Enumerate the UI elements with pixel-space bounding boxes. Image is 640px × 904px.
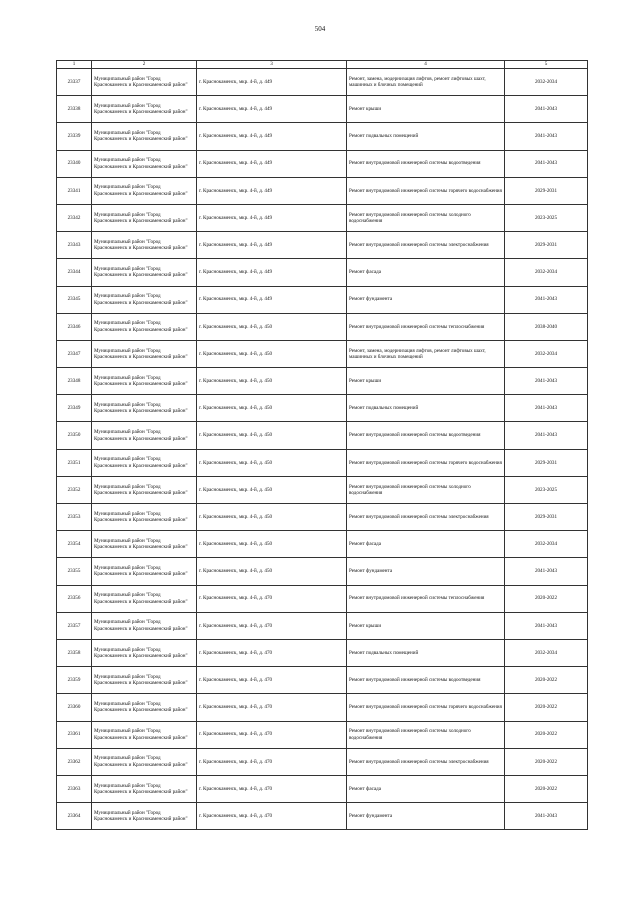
- address-cell: г. Краснокаменск, мкр. 4-й, д. 470: [197, 721, 347, 748]
- address-cell: г. Краснокаменск, мкр. 4-й, д. 450: [197, 558, 347, 585]
- period-cell: 2041-2043: [505, 368, 588, 395]
- municipality-cell: Муниципальный район "Город Краснокаменск и Краснокаменский район": [92, 531, 197, 558]
- municipality-cell: Муниципальный район "Город Краснокаменск и Краснокаменский район": [92, 150, 197, 177]
- work-type-cell: Ремонт подвальных помещений: [347, 639, 505, 666]
- row-number-cell: 23362: [57, 748, 92, 775]
- work-type-cell: Ремонт, замена, модернизация лифтов, ремонт лифтовых шахт, машинных и блочных помещений: [347, 340, 505, 367]
- period-cell: 2032-2034: [505, 340, 588, 367]
- address-cell: г. Краснокаменск, мкр. 4-й, д. 450: [197, 395, 347, 422]
- municipality-cell: Муниципальный район "Город Краснокаменск и Краснокаменский район": [92, 476, 197, 503]
- work-type-cell: Ремонт внутридомовой инженерной системы горячего водоснабжения: [347, 449, 505, 476]
- row-number-cell: 23355: [57, 558, 92, 585]
- address-cell: г. Краснокаменск, мкр. 4-й, д. 449: [197, 232, 347, 259]
- work-type-cell: Ремонт фундамента: [347, 286, 505, 313]
- address-cell: г. Краснокаменск, мкр. 4-й, д. 450: [197, 531, 347, 558]
- municipality-cell: Муниципальный район "Город Краснокаменск и Краснокаменский район": [92, 177, 197, 204]
- period-cell: 2029-2031: [505, 177, 588, 204]
- period-cell: 2032-2034: [505, 531, 588, 558]
- period-cell: 2020-2022: [505, 748, 588, 775]
- address-cell: г. Краснокаменск, мкр. 4-й, д. 450: [197, 449, 347, 476]
- municipality-cell: Муниципальный район "Город Краснокаменск и Краснокаменский район": [92, 96, 197, 123]
- address-cell: г. Краснокаменск, мкр. 4-й, д. 470: [197, 694, 347, 721]
- table-row: [57, 667, 588, 694]
- period-cell: 2041-2043: [505, 96, 588, 123]
- address-cell: г. Краснокаменск, мкр. 4-й, д. 449: [197, 259, 347, 286]
- row-number-cell: 23341: [57, 177, 92, 204]
- municipality-cell: Муниципальный район "Город Краснокаменск и Краснокаменский район": [92, 69, 197, 96]
- work-type-cell: Ремонт внутридомовой инженерной системы теплоснабжения: [347, 313, 505, 340]
- municipality-cell: Муниципальный район "Город Краснокаменск и Краснокаменский район": [92, 612, 197, 639]
- table-row: [57, 340, 588, 367]
- table-row: [57, 313, 588, 340]
- municipality-cell: Муниципальный район "Город Краснокаменск и Краснокаменский район": [92, 694, 197, 721]
- work-type-cell: Ремонт внутридомовой инженерной системы горячего водоснабжения: [347, 694, 505, 721]
- row-number-cell: 23337: [57, 69, 92, 96]
- table-row: [57, 150, 588, 177]
- municipality-cell: Муниципальный район "Город Краснокаменск и Краснокаменский район": [92, 748, 197, 775]
- period-cell: 2032-2034: [505, 69, 588, 96]
- work-type-cell: Ремонт крыши: [347, 96, 505, 123]
- work-type-cell: Ремонт подвальных помещений: [347, 395, 505, 422]
- address-cell: г. Краснокаменск, мкр. 4-й, д. 450: [197, 476, 347, 503]
- column-header: 1: [57, 61, 92, 69]
- row-number-cell: 23356: [57, 585, 92, 612]
- period-cell: 2041-2043: [505, 803, 588, 830]
- table-row: [57, 259, 588, 286]
- period-cell: 2023-2025: [505, 476, 588, 503]
- municipality-cell: Муниципальный район "Город Краснокаменск и Краснокаменский район": [92, 313, 197, 340]
- table-row: [57, 504, 588, 531]
- work-type-cell: Ремонт внутридомовой инженерной системы водоотведения: [347, 667, 505, 694]
- table-row: [57, 368, 588, 395]
- municipality-cell: Муниципальный район "Город Краснокаменск и Краснокаменский район": [92, 340, 197, 367]
- work-type-cell: Ремонт, замена, модернизация лифтов, ремонт лифтовых шахт, машинных и блочных помещений: [347, 69, 505, 96]
- work-type-cell: Ремонт внутридомовой инженерной системы холодного водоснабжения: [347, 721, 505, 748]
- period-cell: 2041-2043: [505, 395, 588, 422]
- row-number-cell: 23358: [57, 639, 92, 666]
- municipality-cell: Муниципальный район "Город Краснокаменск и Краснокаменский район": [92, 232, 197, 259]
- work-type-cell: Ремонт фасада: [347, 775, 505, 802]
- work-type-cell: Ремонт внутридомовой инженерной системы электроснабжения: [347, 748, 505, 775]
- address-cell: г. Краснокаменск, мкр. 4-й, д. 449: [197, 177, 347, 204]
- table-body: [57, 69, 588, 830]
- row-number-cell: 23354: [57, 531, 92, 558]
- period-cell: 2020-2022: [505, 721, 588, 748]
- address-cell: г. Краснокаменск, мкр. 4-й, д. 470: [197, 775, 347, 802]
- table-row: [57, 748, 588, 775]
- page-number: 504: [314, 25, 326, 33]
- table-row: [57, 775, 588, 802]
- row-number-cell: 23363: [57, 775, 92, 802]
- address-cell: г. Краснокаменск, мкр. 4-й, д. 449: [197, 96, 347, 123]
- table-row: [57, 721, 588, 748]
- municipality-cell: Муниципальный район "Город Краснокаменск и Краснокаменский район": [92, 422, 197, 449]
- table-row: [57, 395, 588, 422]
- period-cell: 2029-2031: [505, 449, 588, 476]
- row-number-cell: 23361: [57, 721, 92, 748]
- work-type-cell: Ремонт внутридомовой инженерной системы электроснабжения: [347, 504, 505, 531]
- address-cell: г. Краснокаменск, мкр. 4-й, д. 450: [197, 504, 347, 531]
- column-header: 2: [92, 61, 197, 69]
- municipality-cell: Муниципальный район "Город Краснокаменск и Краснокаменский район": [92, 368, 197, 395]
- period-cell: 2020-2022: [505, 694, 588, 721]
- work-type-cell: Ремонт фасада: [347, 531, 505, 558]
- address-cell: г. Краснокаменск, мкр. 4-й, д. 449: [197, 150, 347, 177]
- row-number-cell: 23360: [57, 694, 92, 721]
- header-row: [57, 61, 588, 69]
- period-cell: 2023-2025: [505, 204, 588, 231]
- municipality-cell: Муниципальный район "Город Краснокаменск и Краснокаменский район": [92, 204, 197, 231]
- row-number-cell: 23347: [57, 340, 92, 367]
- table-row: [57, 204, 588, 231]
- row-number-cell: 23340: [57, 150, 92, 177]
- work-type-cell: Ремонт внутридомовой инженерной системы холодного водоснабжения: [347, 204, 505, 231]
- row-number-cell: 23349: [57, 395, 92, 422]
- row-number-cell: 23342: [57, 204, 92, 231]
- row-number-cell: 23351: [57, 449, 92, 476]
- municipality-cell: Муниципальный район "Город Краснокаменск и Краснокаменский район": [92, 504, 197, 531]
- table-row: [57, 531, 588, 558]
- address-cell: г. Краснокаменск, мкр. 4-й, д. 470: [197, 585, 347, 612]
- address-cell: г. Краснокаменск, мкр. 4-й, д. 470: [197, 667, 347, 694]
- period-cell: 2041-2043: [505, 558, 588, 585]
- address-cell: г. Краснокаменск, мкр. 4-й, д. 470: [197, 612, 347, 639]
- row-number-cell: 23353: [57, 504, 92, 531]
- period-cell: 2041-2043: [505, 286, 588, 313]
- table-row: [57, 558, 588, 585]
- row-number-cell: 23350: [57, 422, 92, 449]
- period-cell: 2032-2034: [505, 639, 588, 666]
- address-cell: г. Краснокаменск, мкр. 4-й, д. 470: [197, 803, 347, 830]
- period-cell: 2041-2043: [505, 612, 588, 639]
- row-number-cell: 23343: [57, 232, 92, 259]
- row-number-cell: 23338: [57, 96, 92, 123]
- work-type-cell: Ремонт внутридомовой инженерной системы холодного водоснабжения: [347, 476, 505, 503]
- address-cell: г. Краснокаменск, мкр. 4-й, д. 450: [197, 313, 347, 340]
- table-row: [57, 123, 588, 150]
- municipality-cell: Муниципальный район "Город Краснокаменск и Краснокаменский район": [92, 667, 197, 694]
- address-cell: г. Краснокаменск, мкр. 4-й, д. 449: [197, 123, 347, 150]
- work-type-cell: Ремонт внутридомовой инженерной системы водоотведения: [347, 150, 505, 177]
- work-type-cell: Ремонт фундамента: [347, 803, 505, 830]
- municipality-cell: Муниципальный район "Город Краснокаменск и Краснокаменский район": [92, 775, 197, 802]
- row-number-cell: 23344: [57, 259, 92, 286]
- work-type-cell: Ремонт крыши: [347, 368, 505, 395]
- work-type-cell: Ремонт внутридомовой инженерной системы водоотведения: [347, 422, 505, 449]
- municipality-cell: Муниципальный район "Город Краснокаменск и Краснокаменский район": [92, 803, 197, 830]
- row-number-cell: 23359: [57, 667, 92, 694]
- work-type-cell: Ремонт внутридомовой инженерной системы горячего водоснабжения: [347, 177, 505, 204]
- address-cell: г. Краснокаменск, мкр. 4-й, д. 449: [197, 204, 347, 231]
- capital-repair-table: [56, 60, 588, 830]
- municipality-cell: Муниципальный район "Город Краснокаменск и Краснокаменский район": [92, 395, 197, 422]
- municipality-cell: Муниципальный район "Город Краснокаменск и Краснокаменский район": [92, 639, 197, 666]
- municipality-cell: Муниципальный район "Город Краснокаменск и Краснокаменский район": [92, 721, 197, 748]
- municipality-cell: Муниципальный район "Город Краснокаменск и Краснокаменский район": [92, 558, 197, 585]
- table-row: [57, 585, 588, 612]
- table-header: [57, 61, 588, 69]
- address-cell: г. Краснокаменск, мкр. 4-й, д. 449: [197, 286, 347, 313]
- address-cell: г. Краснокаменск, мкр. 4-й, д. 450: [197, 368, 347, 395]
- period-cell: 2029-2031: [505, 504, 588, 531]
- municipality-cell: Муниципальный район "Город Краснокаменск и Краснокаменский район": [92, 585, 197, 612]
- table-row: [57, 96, 588, 123]
- row-number-cell: 23339: [57, 123, 92, 150]
- table-row: [57, 286, 588, 313]
- table-row: [57, 639, 588, 666]
- period-cell: 2020-2022: [505, 585, 588, 612]
- address-cell: г. Краснокаменск, мкр. 4-й, д. 449: [197, 69, 347, 96]
- address-cell: г. Краснокаменск, мкр. 4-й, д. 470: [197, 748, 347, 775]
- municipality-cell: Муниципальный район "Город Краснокаменск и Краснокаменский район": [92, 286, 197, 313]
- period-cell: 2020-2022: [505, 775, 588, 802]
- municipality-cell: Муниципальный район "Город Краснокаменск и Краснокаменский район": [92, 259, 197, 286]
- address-cell: г. Краснокаменск, мкр. 4-й, д. 470: [197, 639, 347, 666]
- row-number-cell: 23345: [57, 286, 92, 313]
- period-cell: 2032-2034: [505, 259, 588, 286]
- period-cell: 2020-2022: [505, 667, 588, 694]
- table-row: [57, 803, 588, 830]
- work-type-cell: Ремонт подвальных помещений: [347, 123, 505, 150]
- work-type-cell: Ремонт крыши: [347, 612, 505, 639]
- work-type-cell: Ремонт внутридомовой инженерной системы электроснабжения: [347, 232, 505, 259]
- table-row: [57, 422, 588, 449]
- row-number-cell: 23364: [57, 803, 92, 830]
- row-number-cell: 23352: [57, 476, 92, 503]
- period-cell: 2038-2040: [505, 313, 588, 340]
- period-cell: 2041-2043: [505, 422, 588, 449]
- municipality-cell: Муниципальный район "Город Краснокаменск и Краснокаменский район": [92, 123, 197, 150]
- work-type-cell: Ремонт фасада: [347, 259, 505, 286]
- column-header: 3: [197, 61, 347, 69]
- period-cell: 2041-2043: [505, 150, 588, 177]
- period-cell: 2041-2043: [505, 123, 588, 150]
- table-row: [57, 694, 588, 721]
- table-row: [57, 476, 588, 503]
- row-number-cell: 23348: [57, 368, 92, 395]
- work-type-cell: Ремонт внутридомовой инженерной системы теплоснабжения: [347, 585, 505, 612]
- work-type-cell: Ремонт фундамента: [347, 558, 505, 585]
- period-cell: 2029-2031: [505, 232, 588, 259]
- column-header: 5: [505, 61, 588, 69]
- table-row: [57, 232, 588, 259]
- address-cell: г. Краснокаменск, мкр. 4-й, д. 450: [197, 340, 347, 367]
- table-row: [57, 177, 588, 204]
- table-row: [57, 449, 588, 476]
- municipality-cell: Муниципальный район "Город Краснокаменск и Краснокаменский район": [92, 449, 197, 476]
- table-row: [57, 69, 588, 96]
- column-header: 4: [347, 61, 505, 69]
- row-number-cell: 23346: [57, 313, 92, 340]
- address-cell: г. Краснокаменск, мкр. 4-й, д. 450: [197, 422, 347, 449]
- table-row: [57, 612, 588, 639]
- row-number-cell: 23357: [57, 612, 92, 639]
